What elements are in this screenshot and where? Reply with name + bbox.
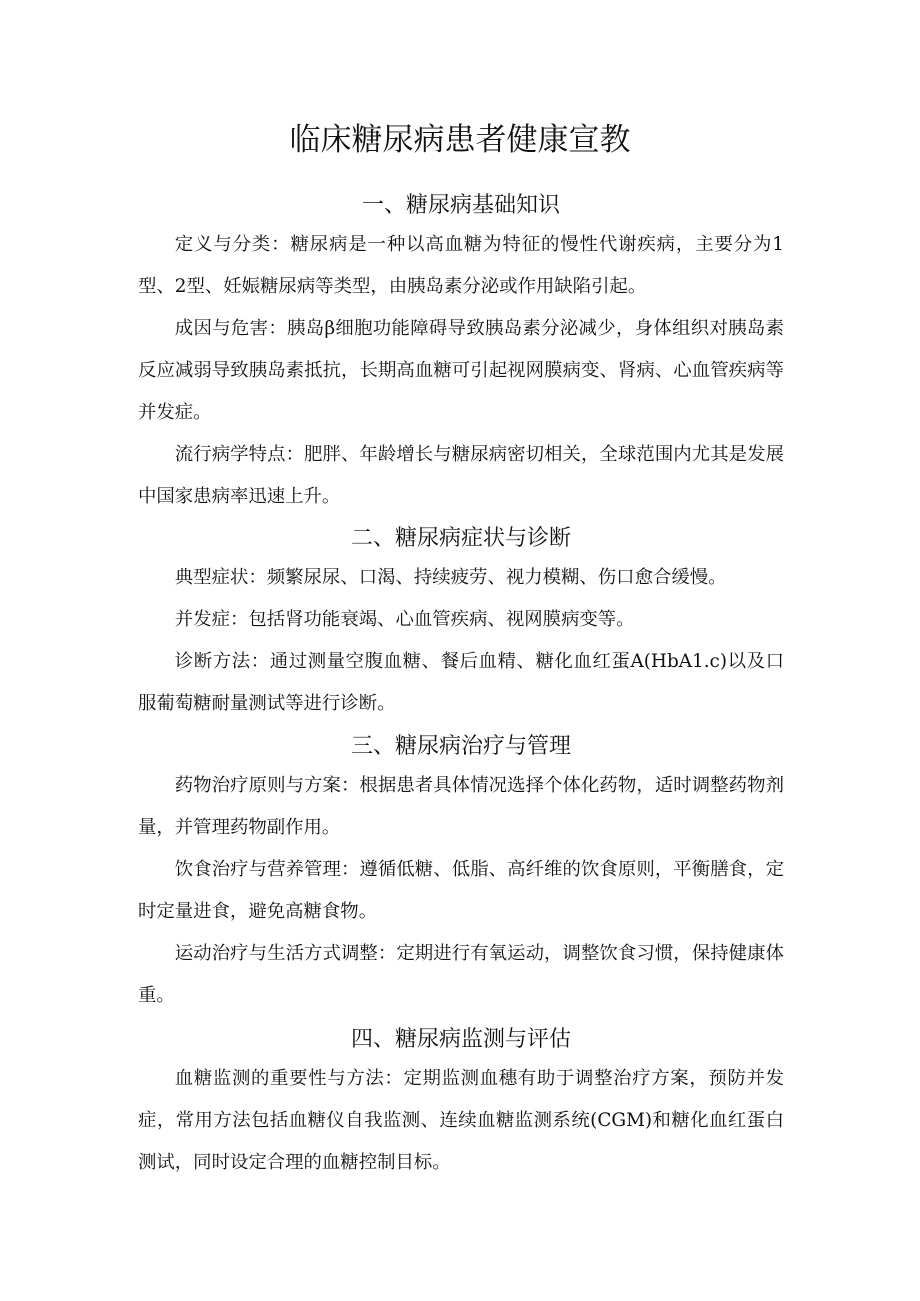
- paragraph: 典型症状：频繁尿尿、口渴、持续疲劳、视力模糊、伤口愈合缓慢。: [174, 567, 727, 588]
- section-heading: 四、糖尿病监测与评估: [350, 1027, 571, 1052]
- paragraph: 血糖监测的重要性与方法：定期监测血穗有助于调整治疗方案，预防并发症，常用方法包括血糖仪自我监测、连续血糖监测系统(CGM)和糖化血红蛋白测试，同时设定合理的血糖控制目标。: [138, 1068, 784, 1173]
- paragraph: 药物治疗原则与方案：根据患者具体情况选择个体化药物，适时调整药物剂量，并管理药物副作用。: [138, 775, 784, 838]
- paragraph: 诊断方法：通过测量空腹血糖、餐后血精、糖化血红蛋A(HbA1.c)以及口服葡萄糖耐量测试等进行诊断。: [138, 651, 784, 714]
- section-treatment-management: [138, 729, 784, 1017]
- section-basics: [138, 188, 784, 518]
- section-monitoring-evaluation: [138, 1022, 784, 1184]
- section-symptoms-diagnosis: [138, 521, 784, 725]
- paragraph: 成因与危害：胰岛β细胞功能障碍导致胰岛素分泌减少，身体组织对胰岛素反应减弱导致胰岛素抵抗，长期高血糖可引起视网膜病变、肾病、心血管疾病等并发症。: [138, 318, 784, 423]
- section-heading: 三、糖尿病治疗与管理: [350, 734, 571, 759]
- section-heading: 二、糖尿病症状与诊断: [350, 526, 571, 551]
- section-heading: 一、糖尿病基础知识: [361, 193, 560, 218]
- paragraph: 并发症：包括肾功能衰竭、心血管疾病、视网膜病变等。: [174, 609, 635, 630]
- document-title: 临床糖尿病患者健康宣教: [289, 122, 631, 158]
- paragraph: 定义与分类：糖尿病是一种以高血糖为特征的慢性代谢疾病，主要分为1型、2型、妊娠糖尿病等类型，由胰岛素分泌或作用缺陷引起。: [138, 234, 784, 297]
- paragraph: 运动治疗与生活方式调整：定期进行有氧运动，调整饮食习惯，保持健康体重。: [138, 943, 784, 1006]
- paragraph: 饮食治疗与营养管理：遵循低糖、低脂、高纤维的饮食原则，平衡膳食，定时定量进食，避免高糖食物。: [138, 859, 784, 922]
- paragraph: 流行病学特点：肥胖、年龄增长与糖尿病密切相关，全球范围内尤其是发展中国家患病率迅速上升。: [138, 444, 784, 507]
